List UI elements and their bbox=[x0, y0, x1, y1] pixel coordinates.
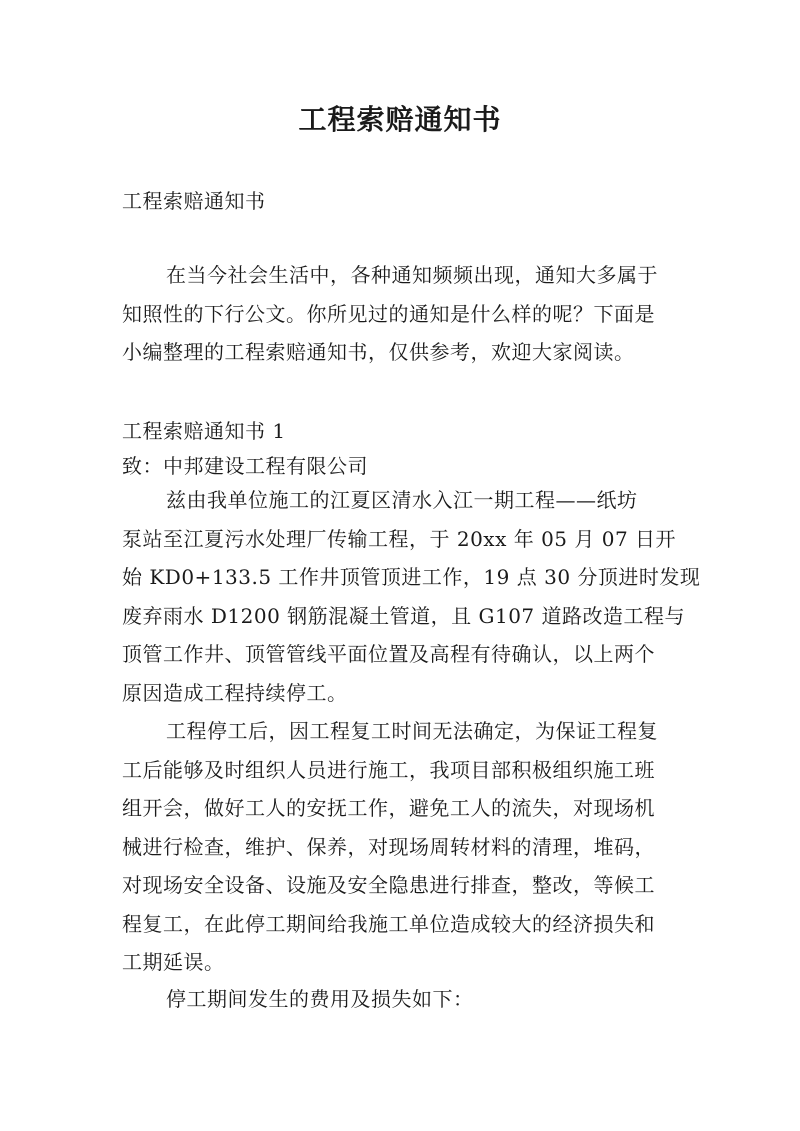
paragraph-line: 组开会，做好工人的安抚工作，避免工人的流失，对现场机 bbox=[122, 796, 655, 820]
paragraph-line: 始 KD0+133.5 工作井顶管顶进工作，19 点 30 分顶进时发现 bbox=[122, 565, 701, 589]
paragraph-line: 停工期间发生的费用及损失如下： bbox=[166, 987, 474, 1011]
document-title: 工程索赔通知书 bbox=[298, 103, 502, 136]
paragraph-line: 废弃雨水 D1200 钢筋混凝土管道，且 G107 道路改造工程与 bbox=[122, 603, 686, 628]
paragraph-line: 原因造成工程持续停工。 bbox=[122, 680, 348, 705]
paragraph-2 bbox=[122, 712, 684, 982]
document-subtitle: 工程索赔通知书 bbox=[122, 189, 266, 213]
paragraph-line: 对现场安全设备、设施及安全隐患进行排查，整改，等候工 bbox=[122, 873, 655, 897]
intro-line: 小编整理的工程索赔通知书，仅供参考，欢迎大家阅读。 bbox=[122, 340, 635, 364]
paragraph-line: 械进行检查，维护、保养，对现场周转材料的清理，堆码， bbox=[122, 834, 655, 859]
intro-paragraph bbox=[122, 256, 684, 372]
intro-line: 知照性的下行公文。你所见过的通知是什么样的呢？下面是 bbox=[122, 301, 655, 326]
paragraph-line: 程复工，在此停工期间给我施工单位造成较大的经济损失和 bbox=[122, 911, 655, 936]
paragraph-line: 泵站至江夏污水处理厂传输工程，于 20xx 年 05 月 07 日开 bbox=[122, 526, 677, 551]
paragraph-3 bbox=[122, 980, 684, 1019]
paragraph-line: 工程停工后，因工程复工时间无法确定，为保证工程复 bbox=[166, 719, 658, 743]
intro-line: 在当今社会生活中，各种通知频频出现，通知大多属于 bbox=[166, 263, 658, 287]
paragraph-line: 顶管工作井、顶管管线平面位置及高程有待确认，以上两个 bbox=[122, 642, 655, 666]
paragraph-1 bbox=[122, 481, 701, 712]
paragraph-line: 工后能够及时组织人员进行施工，我项目部积极组织施工班 bbox=[122, 757, 655, 782]
addressee-line: 致：中邦建设工程有限公司 bbox=[122, 454, 368, 478]
paragraph-line: 工期延误。 bbox=[122, 950, 225, 974]
paragraph-line: 兹由我单位施工的江夏区清水入江一期工程——纸坊 bbox=[166, 488, 638, 512]
section-heading: 工程索赔通知书 1 bbox=[122, 419, 286, 443]
